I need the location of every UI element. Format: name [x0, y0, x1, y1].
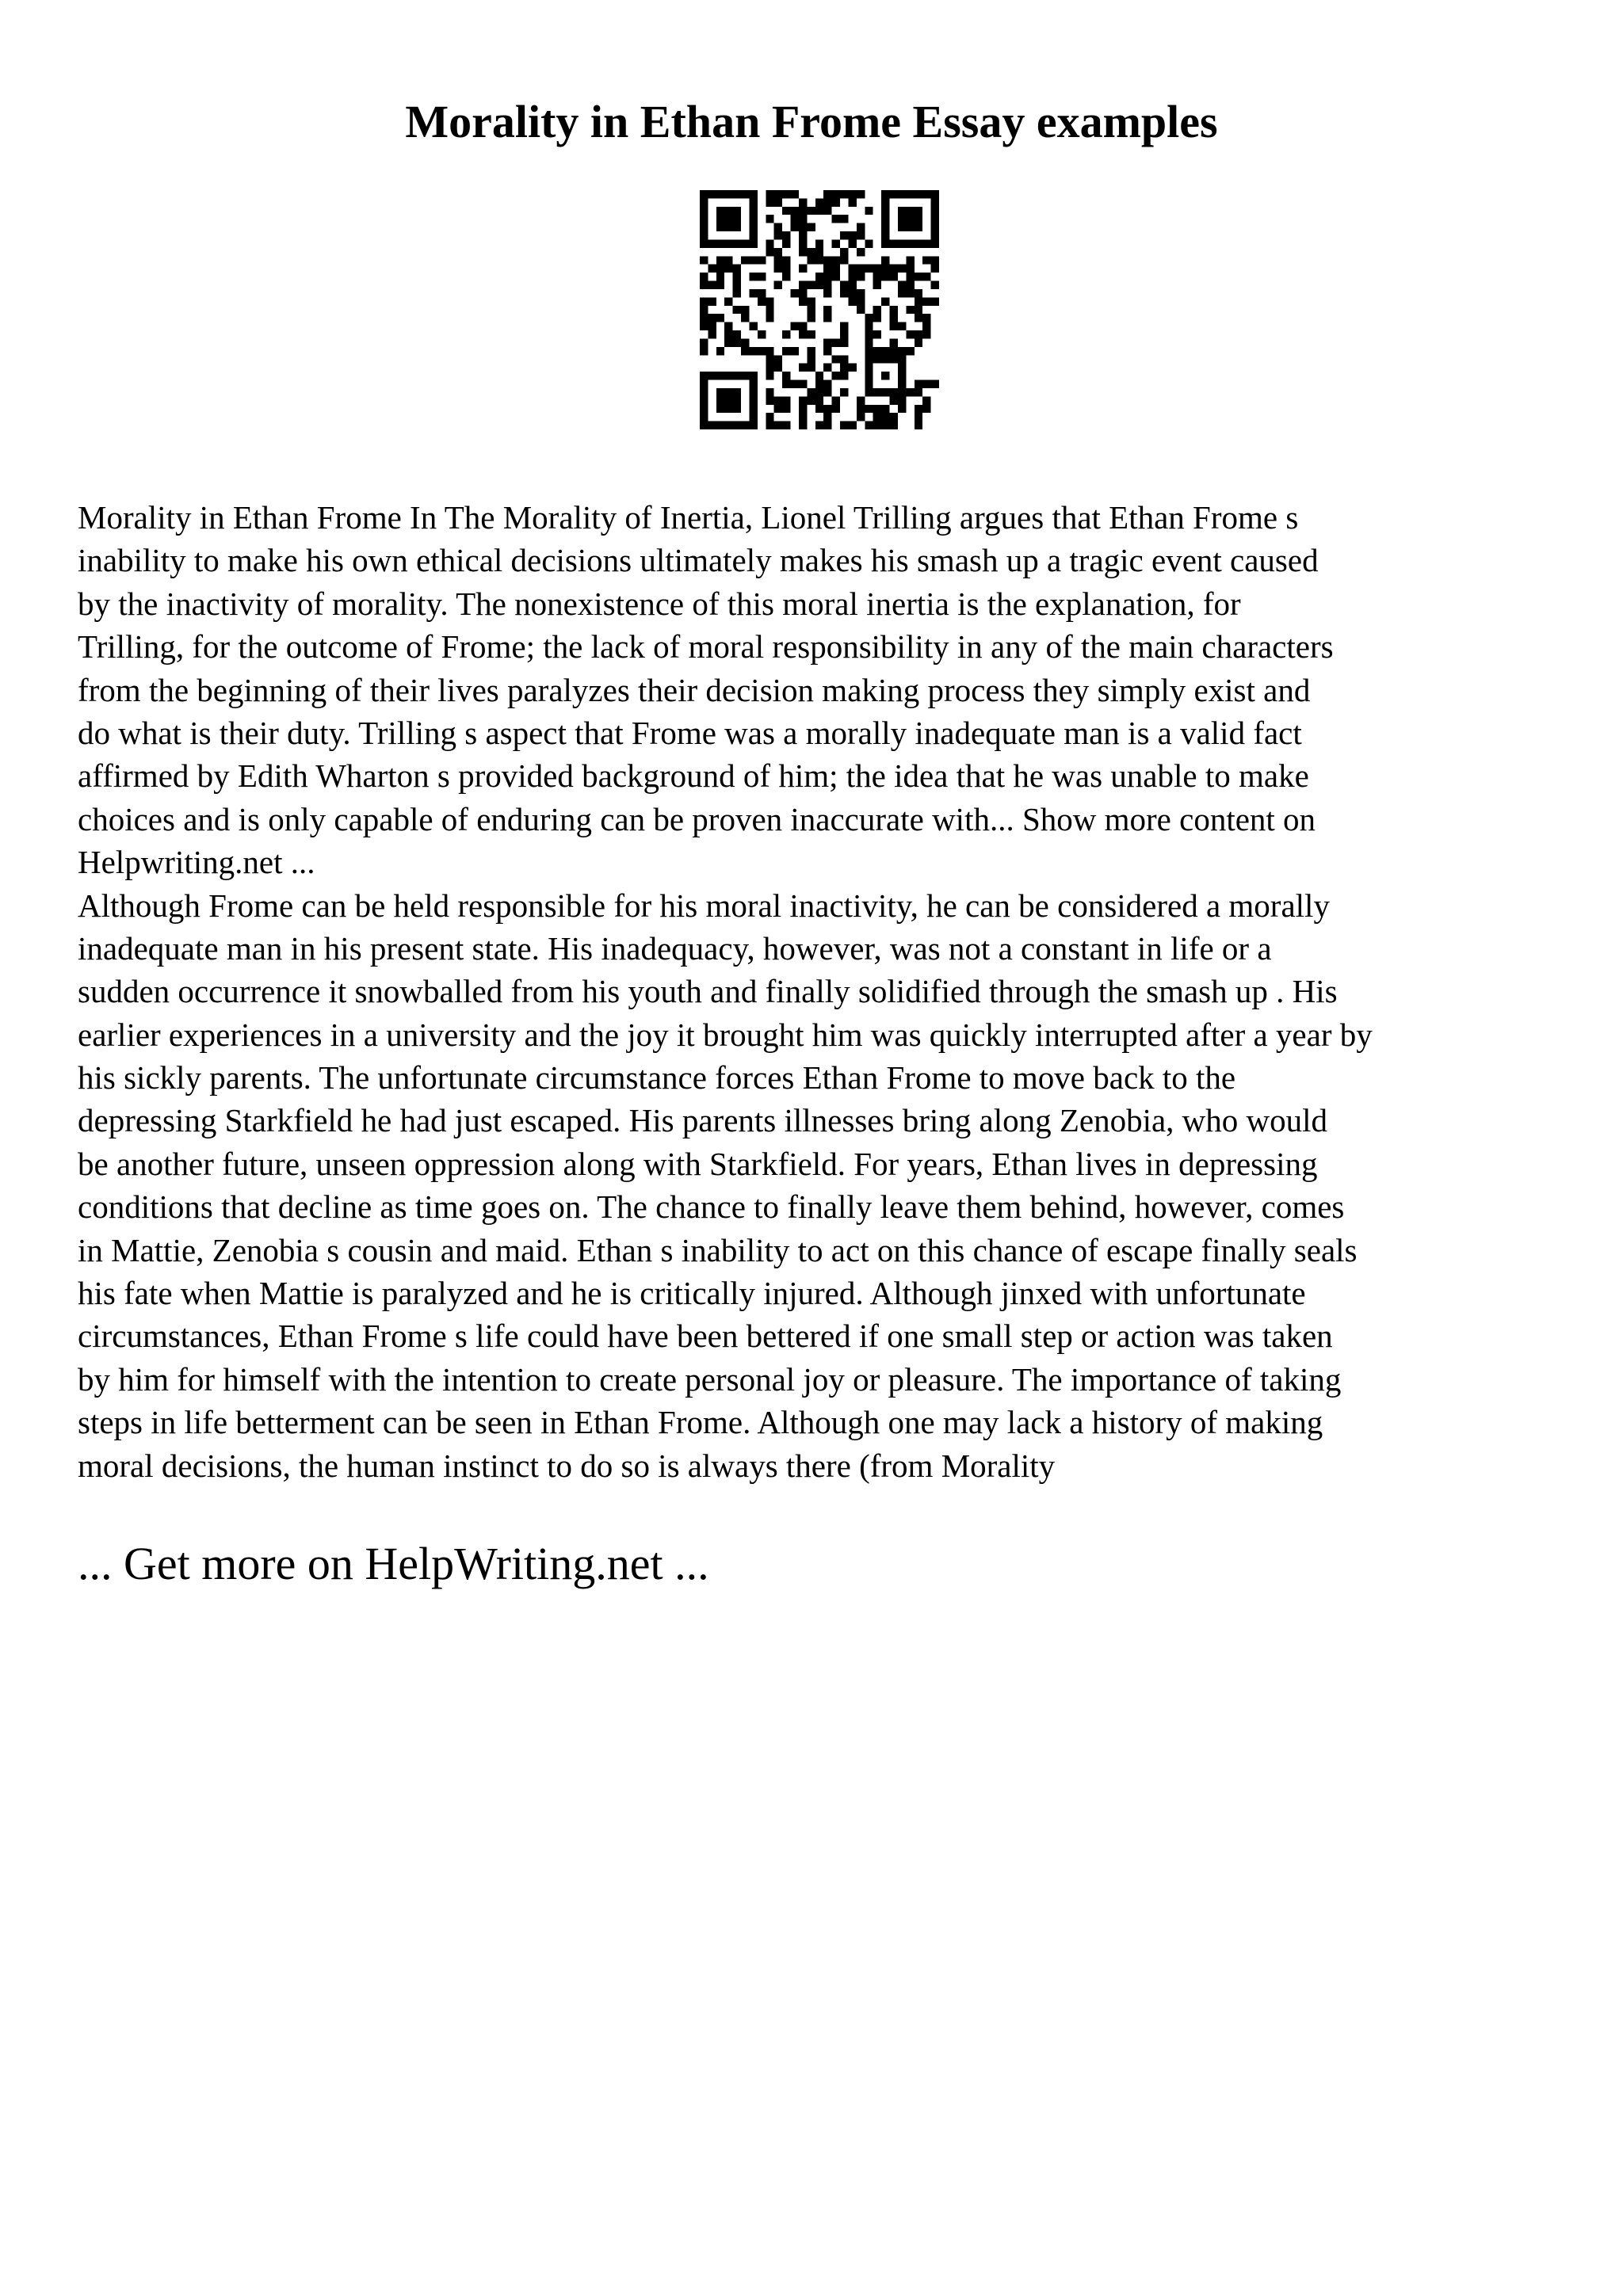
text-line: moral decisions, the human instinct to do so is always there (from Morality [78, 1447, 1056, 1484]
paragraph-2 [78, 884, 1583, 1487]
text-line: his fate when Mattie is paralyzed and he is critically injured. Although jinxed with unfortunate [78, 1275, 1306, 1312]
text-line: be another future, unseen oppression along with Starkfield. For years, Ethan lives in depressing [78, 1145, 1318, 1182]
text-line: steps in life betterment can be seen in Ethan Frome. Although one may lack a history of making [78, 1404, 1323, 1441]
text-line: choices and is only capable of enduring can be proven inaccurate with... Show more content on [78, 800, 1316, 837]
text-line: Helpwriting.net ... [78, 844, 315, 881]
text-line: by him for himself with the intention to create personal joy or pleasure. The importance of taking [78, 1360, 1342, 1398]
text-line: depressing Starkfield he had just escaped. His parents illnesses bring along Zenobia, who would [78, 1102, 1328, 1139]
text-line: Morality in Ethan Frome In The Morality of Inertia, Lionel Trilling argues that Ethan Frome s [78, 499, 1299, 536]
qr-code-icon [700, 190, 939, 429]
text-line: affirmed by Edith Wharton s provided background of him; the idea that he was unable to make [78, 757, 1309, 795]
text-line: inadequate man in his present state. His inadequacy, however, was not a constant in life or a [78, 929, 1272, 967]
text-line: Although Frome can be held responsible for his moral inactivity, he can be considered a morally [78, 887, 1330, 924]
text-line: inability to make his own ethical decisions ultimately makes his smash up a tragic event caused [78, 542, 1319, 579]
text-line: sudden occurrence it snowballed from his youth and finally solidified through the smash up . His [78, 973, 1338, 1010]
text-line: his sickly parents. The unfortunate circumstance forces Ethan Frome to move back to the [78, 1059, 1236, 1097]
text-line: conditions that decline as time goes on. The chance to finally leave them behind, however, comes [78, 1188, 1345, 1226]
text-line: circumstances, Ethan Frome s life could have been bettered if one small step or action was taken [78, 1318, 1333, 1355]
document-title: Morality in Ethan Frome Essay examples [405, 96, 1218, 147]
text-line: in Mattie, Zenobia s cousin and maid. Ethan s inability to act on this chance of escape finally seals [78, 1231, 1358, 1268]
text-line: earlier experiences in a university and the joy it brought him was quickly interrupted after a year by [78, 1016, 1373, 1053]
paragraph-1 [78, 496, 1583, 884]
get-more-link[interactable]: ... Get more on HelpWriting.net ... [78, 1538, 709, 1589]
text-line: do what is their duty. Trilling s aspect that Frome was a morally inadequate man is a valid fact [78, 714, 1302, 751]
essay-body [78, 496, 1583, 1487]
text-line: Trilling, for the outcome of Frome; the lack of moral responsibility in any of the main characters [78, 628, 1334, 666]
text-line: from the beginning of their lives paralyzes their decision making process they simply exist and [78, 671, 1311, 708]
text-line: by the inactivity of morality. The nonexistence of this moral inertia is the explanation, for [78, 585, 1241, 622]
